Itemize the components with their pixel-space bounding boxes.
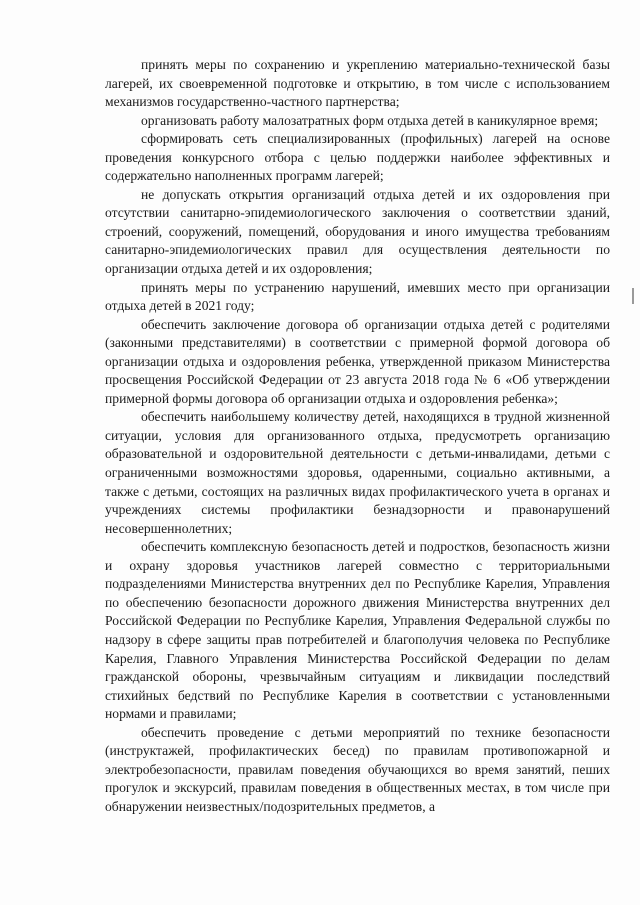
paragraph-contract: обеспечить заключение договора об организации отдыха детей с родителями (законными представителями) в соответствии с примерной формой договора об организации отдыха и оздоровления ребенка, утвержденной приказом Министерства просвещения Российской Федерации от 23 августа 2018 года № 6 «Об утверждении примерной формы договора об организации отдыха и оздоровления ребенка»;	[105, 316, 610, 406]
paragraph-difficult-situation: обеспечить наибольшему количеству детей, находящихся в трудной жизненной ситуации, условия для организованного отдыха, предусмотреть организацию образовательной и оздоровительной деятельности с детьми-инвалидами, детьми с ограниченными возможностями здоровья, одаренными, социально активными, а также с детьми, состоящих на различных видах профилактического учета в органах и учреждениях системы профилактики безнадзорности и правонарушений несовершеннолетних;	[105, 409, 610, 536]
paragraph-violations-2021: принять меры по устранению нарушений, имевших место при организации отдыха детей в 2021 году;	[105, 279, 610, 314]
paragraph-safety-briefings: обеспечить проведение с детьми мероприятий по технике безопасности (инструктажей, профилактических бесед) по правилам противопожарной и электробезопасности, правилам поведения обучающихся во время занятий, пеших прогулок и экскурсий, правилам поведения в общественных местах, в том числе при обнаружении неизвестных/подозрительных предметов, а	[105, 724, 610, 814]
document-body	[105, 56, 610, 816]
paragraph-complex-safety: обеспечить комплексную безопасность детей и подростков, безопасность жизни и охрану здоровья участников лагерей совместно с территориальными подразделениями Министерства внутренних дел по Республике Карелия, Управления по обеспечению безопасности дорожного движения Министерства внутренних дел Российской Федерации по Республике Карелия, Управления Федеральной службы по надзору в сфере защиты прав потребителей и благополучия человека по Республике Карелия, Главного Управления Министерства Российской Федерации по делам гражданской обороны, чрезвычайным ситуациям и ликвидации последствий стихийных бедствий по Республике Карелия в соответствии с установленными нормами и правилами;	[105, 539, 610, 722]
scan-edge-mark	[632, 288, 634, 304]
paragraph-material-base: принять меры по сохранению и укреплению материально-технической базы лагерей, их своевременной подготовке и открытию, в том числе с использованием механизмов государственно-частного партнерства;	[105, 57, 610, 110]
paragraph-specialized-camps: сформировать сеть специализированных (профильных) лагерей на основе проведения конкурсного отбора с целью поддержки наиболее эффективных и содержательно наполненных программ лагерей;	[105, 131, 610, 184]
paragraph-sanitary-conclusion: не допускать открытия организаций отдыха детей и их оздоровления при отсутствии санитарно-эпидемиологического заключения о соответствии зданий, строений, сооружений, помещений, оборудования и иного имущества требованиям санитарно-эпидемиологических правил для осуществления деятельности по организации отдыха детей и их оздоровления;	[105, 186, 610, 277]
paragraph-low-cost-forms: организовать работу малозатратных форм отдыха детей в каникулярное время;	[141, 112, 599, 128]
